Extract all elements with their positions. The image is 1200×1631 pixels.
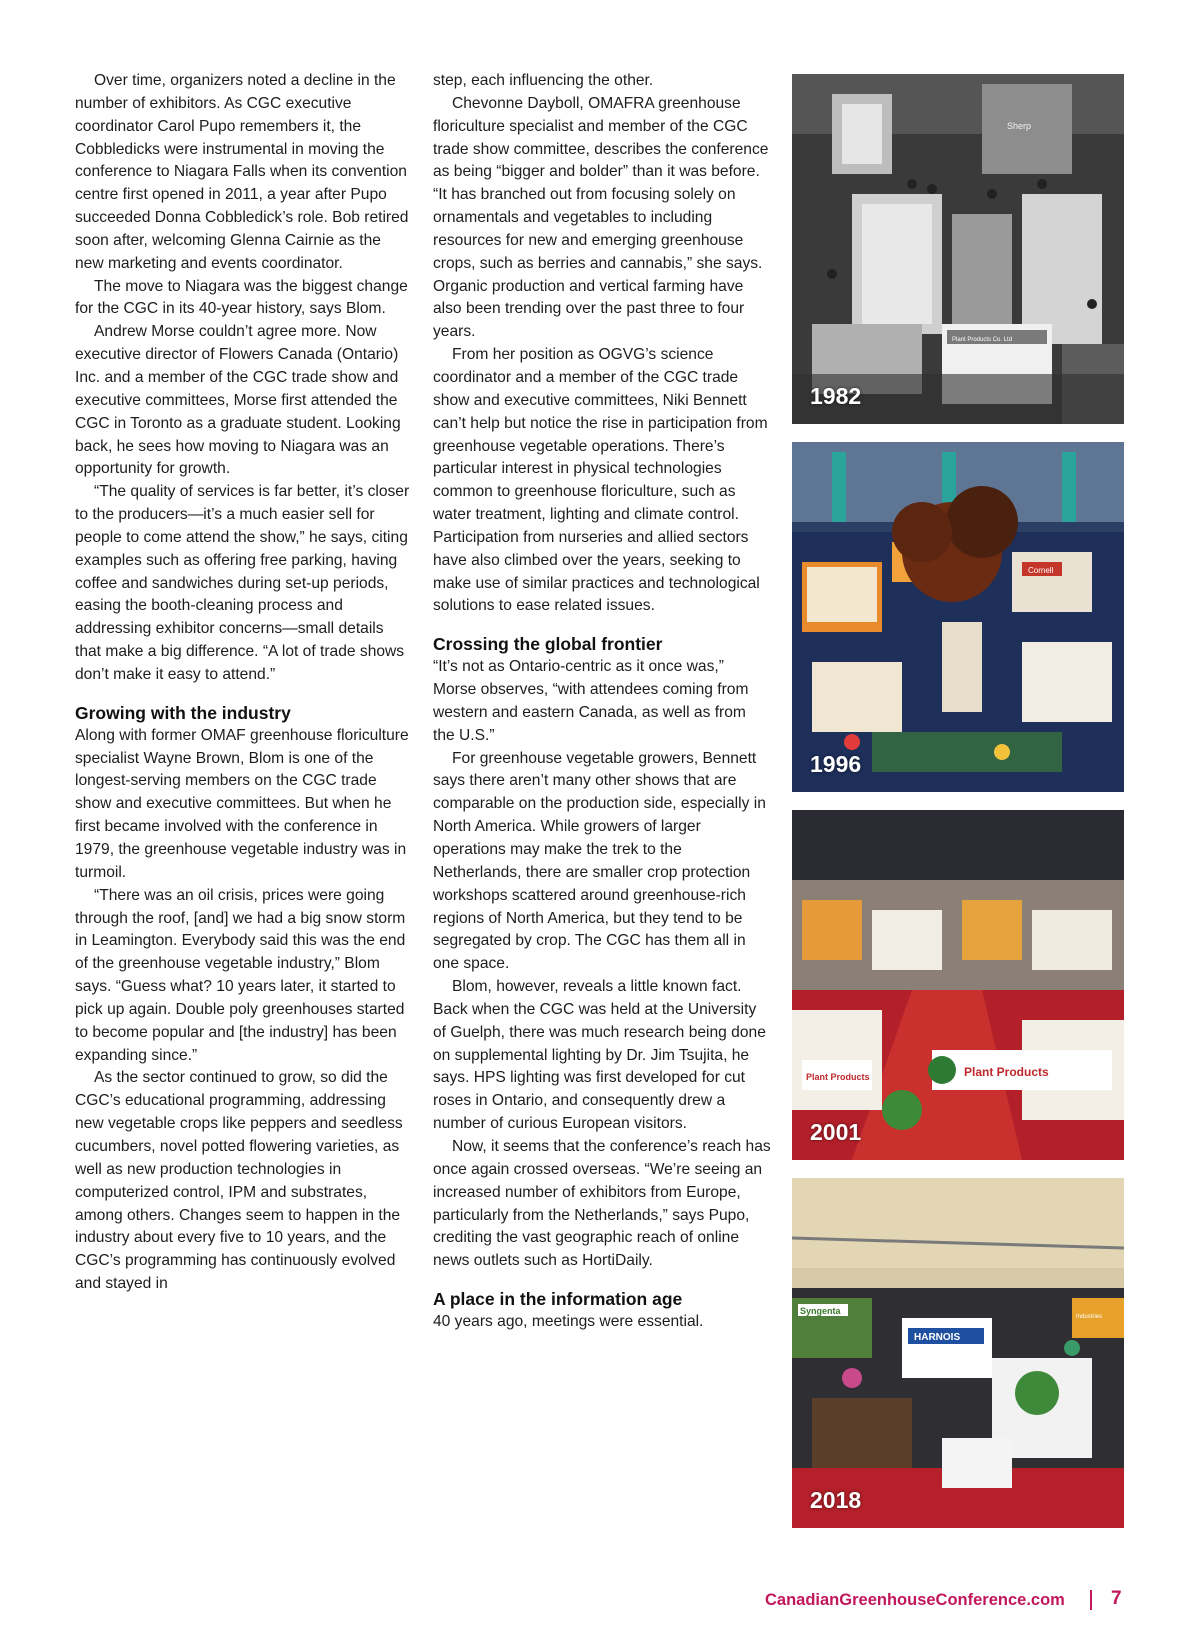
paragraph: 40 years ago, meetings were essential. bbox=[433, 1313, 704, 1331]
paragraph: Over time, organizers noted a decline in the number of exhibitors. As CGC executive coordinator Carol Pupo remembers it, the Cobbledicks were instrumental in moving the conference to Niagara Falls when its convention centre first opened in 2011, a year after Pupo succeeded Donna Cobbledick’s role. Bob retired soon after, welcoming Glenna Cairnie as the new marketing and events coordinator. bbox=[75, 72, 409, 272]
paragraph: Now, it seems that the conference’s reach has once again crossed overseas. “We’re seeing an increased number of exhibitors from Europe, particularly from the Netherlands,” says Pupo, crediting the vast geographic reach of online news outlets such as HortiDaily. bbox=[433, 1137, 771, 1270]
paragraph: Blom, however, reveals a little known fact. Back when the CGC was held at the University of Guelph, there was much research being done on supplemental lighting by Dr. Jim Tsujita, he says. HPS lighting was first developed for cut roses in Ontario, and consequently drew a number of curious European visitors. bbox=[433, 978, 766, 1133]
photo-year-label: 2001 bbox=[810, 1119, 862, 1145]
paragraph: The move to Niagara was the biggest change for the CGC in its 40-year history, says Blom. bbox=[75, 277, 408, 318]
article-column-1 bbox=[75, 70, 411, 1296]
photo-year-label: 2018 bbox=[810, 1487, 862, 1513]
booth-sign: Syngenta bbox=[800, 1306, 841, 1316]
paragraph: For greenhouse vegetable growers, Bennett says there aren’t many other shows that are comparable on the production side, especially in North America. While growers of larger operations may make the trek to the Netherlands, there are smaller crop protection workshops scattered around greenhouse-rich regions of North America, but they tend to be segregated by crop. The CGC has them all in one space. bbox=[433, 749, 766, 973]
footer-divider bbox=[1090, 1590, 1092, 1610]
paragraph: “There was an oil crisis, prices were going through the roof, [and] we had a big snow storm in Leamington. Everybody said this was the end of the greenhouse vegetable industry,” Blom says. “Guess what? 10 years later, it started to pick up again. Double poly greenhouses started to become popular and [the industry] has been expanding since.” bbox=[75, 886, 406, 1064]
section-heading: Crossing the global frontier bbox=[433, 634, 663, 655]
paragraph: Along with former OMAF greenhouse floriculture specialist Wayne Brown, Blom is one of the longest-serving members on the CGC trade show and executive committees. But when he first became involved with the conference in 1979, the greenhouse vegetable industry was in turmoil. bbox=[75, 726, 409, 881]
booth-sign: Sherp bbox=[1007, 121, 1032, 131]
paragraph: “It’s not as Ontario-centric as it once was,” Morse observes, “with attendees coming from western and eastern Canada, as well as from the U.S.” bbox=[433, 658, 749, 744]
paragraph: As the sector continued to grow, so did the CGC’s educational programming, addressing new vegetable crops like peppers and seedless cucumbers, novel potted flowering varieties, as well as new production technologies in computerized control, IPM and substrates, among others. Changes seem to happen in the industry about every five to 10 years, and the CGC’s programming has continuously evolved and stayed in bbox=[75, 1069, 403, 1293]
photo-1996 bbox=[792, 442, 1124, 792]
booth-sign: Plant Products bbox=[806, 1072, 870, 1082]
booth-sign: Cornell bbox=[1028, 566, 1054, 575]
section-heading: Growing with the industry bbox=[75, 702, 291, 723]
paragraph: From her position as OGVG’s science coordinator and a member of the CGC trade show and executive committees, Niki Bennett can’t help but notice the rise in participation from greenhouse vegetable operations. There’s particular interest in physical technologies common to greenhouse floriculture, such as water treatment, lighting and climate control. Participation from nurseries and allied sectors have also climbed over the years, seeking to make use of similar practices and technological solutions to ease related issues. bbox=[433, 346, 768, 615]
photo-year-label: 1982 bbox=[810, 383, 862, 409]
booth-sign: HARNOIS bbox=[914, 1332, 961, 1343]
section-heading: A place in the information age bbox=[433, 1289, 683, 1310]
booth-sign: Plant Products Co. Ltd bbox=[952, 337, 1013, 343]
paragraph: Chevonne Dayboll, OMAFRA greenhouse floriculture specialist and member of the CGC trade show committee, describes the conference as being “bigger and bolder” than it was before. “It has branched out from focusing solely on ornamentals and vegetables to including resources for new and emerging greenhouse crops, such as berries and cannabis,” she says. Organic production and vertical farming have also been trending over the past three to four years. bbox=[433, 94, 769, 341]
booth-sign: Plant Products bbox=[964, 1065, 1049, 1079]
paragraph: step, each influencing the other. bbox=[433, 72, 654, 89]
article-column-2 bbox=[433, 70, 771, 1334]
photo-1982 bbox=[792, 74, 1124, 424]
photo-2018 bbox=[792, 1178, 1124, 1528]
trade-show-photo-color bbox=[792, 810, 1124, 1160]
trade-show-photo-color bbox=[792, 1178, 1124, 1528]
photo-year-label: 1996 bbox=[810, 751, 862, 777]
footer-website[interactable]: CanadianGreenhouseConference.com bbox=[765, 1591, 1065, 1609]
trade-show-photo-color bbox=[792, 442, 1124, 792]
trade-show-photo-bw bbox=[792, 74, 1124, 424]
paragraph: “The quality of services is far better, it’s closer to the producers—it’s a much easier sell for people to come attend the show,” he says, citing examples such as offering free parking, having coffee and sandwiches during set-up periods, easing the booth-cleaning process and addressing exhibitor concerns—small details that make a big difference. “A lot of trade shows don’t make it easy to attend.” bbox=[75, 483, 410, 683]
paragraph: Andrew Morse couldn’t agree more. Now executive director of Flowers Canada (Ontario) Inc. and a member of the CGC trade show and executive committees, Morse first attended the CGC in Toronto as a graduate student. Looking back, he sees how moving to Niagara was an opportunity for growth. bbox=[75, 323, 401, 478]
booth-sign: Industries bbox=[1076, 1314, 1103, 1320]
photo-2001 bbox=[792, 810, 1124, 1160]
page-number: 7 bbox=[1111, 1588, 1122, 1609]
